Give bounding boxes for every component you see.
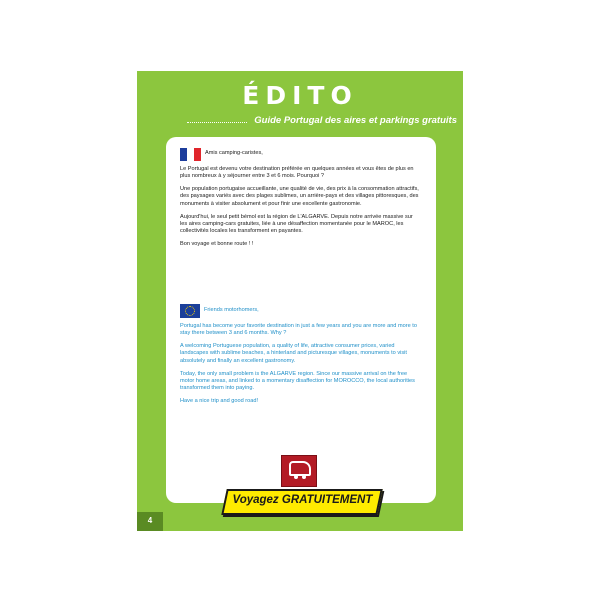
flag-eu-icon [180,304,200,318]
french-greeting-row [180,147,420,161]
english-paragraph: Portugal has become your favorite destination in just a few years and you are more and more to stay there between 3 and 6 months. Why ? [180,323,417,337]
english-paragraph: Today, the only small problem is the ALGARVE region. Since our massive arrival on the free motor home areas, and linked to a momentary disaffection for MOROCCO, the local authorities transformed them into paying. [180,370,415,392]
french-greeting: Amis camping-caristes, [205,150,263,157]
english-section [180,304,420,411]
dotted-rule [187,122,247,123]
english-greeting-row [180,304,420,318]
subtitle-row [187,115,457,127]
editorial-card [166,137,436,503]
french-paragraph: Aujourd'hui, le seul petit bémol est la région de L'ALGARVE. Depuis notre arrivée massive sur les aires camping-cars gratuites, liée à une désaffection momentanée pour le MAROC, les collectivités locales les transforment en payantes. [180,213,413,235]
english-paragraph: A welcoming Portuguese population, a quality of life, attractive consumer prices, varied landscapes with sublime beaches, a hinterland and picturesque villages, monuments to visit absolutely and finally an excellent gastronomy. [180,343,407,364]
french-paragraph: Une population portugaise accueillante, une qualité de vie, des prix à la consommation attractifs, des paysages variés avec des plages sublimes, un arrière-pays et des villages pittoresques, des monuments à visiter absolument et pour finir une excellente gastronomie. [180,186,419,207]
page-number-box [137,512,163,531]
french-section [180,147,420,254]
french-paragraph: Bon voyage et bonne route ! ! [180,241,254,248]
voyagez-gratuitement-banner [221,489,383,515]
english-paragraph: Have a nice trip and good road! [180,398,259,405]
edito-page [137,71,463,531]
flag-france-icon [180,148,201,161]
banner-text: Voyagez GRATUITEMENT [232,494,373,506]
page-subtitle: Guide Portugal des aires et parkings gratuits [254,115,457,126]
page-title: ÉDITO [242,81,358,110]
english-greeting: Friends motorhomers, [204,307,259,314]
french-paragraph: Le Portugal est devenu votre destination préférée en quelques années et vous êtes de plus en plus nombreux à y séjourner entre 3 et 6 mois. Pourquoi ? [180,166,414,180]
page-number: 4 [147,516,153,525]
motorhome-logo-icon [281,455,317,487]
